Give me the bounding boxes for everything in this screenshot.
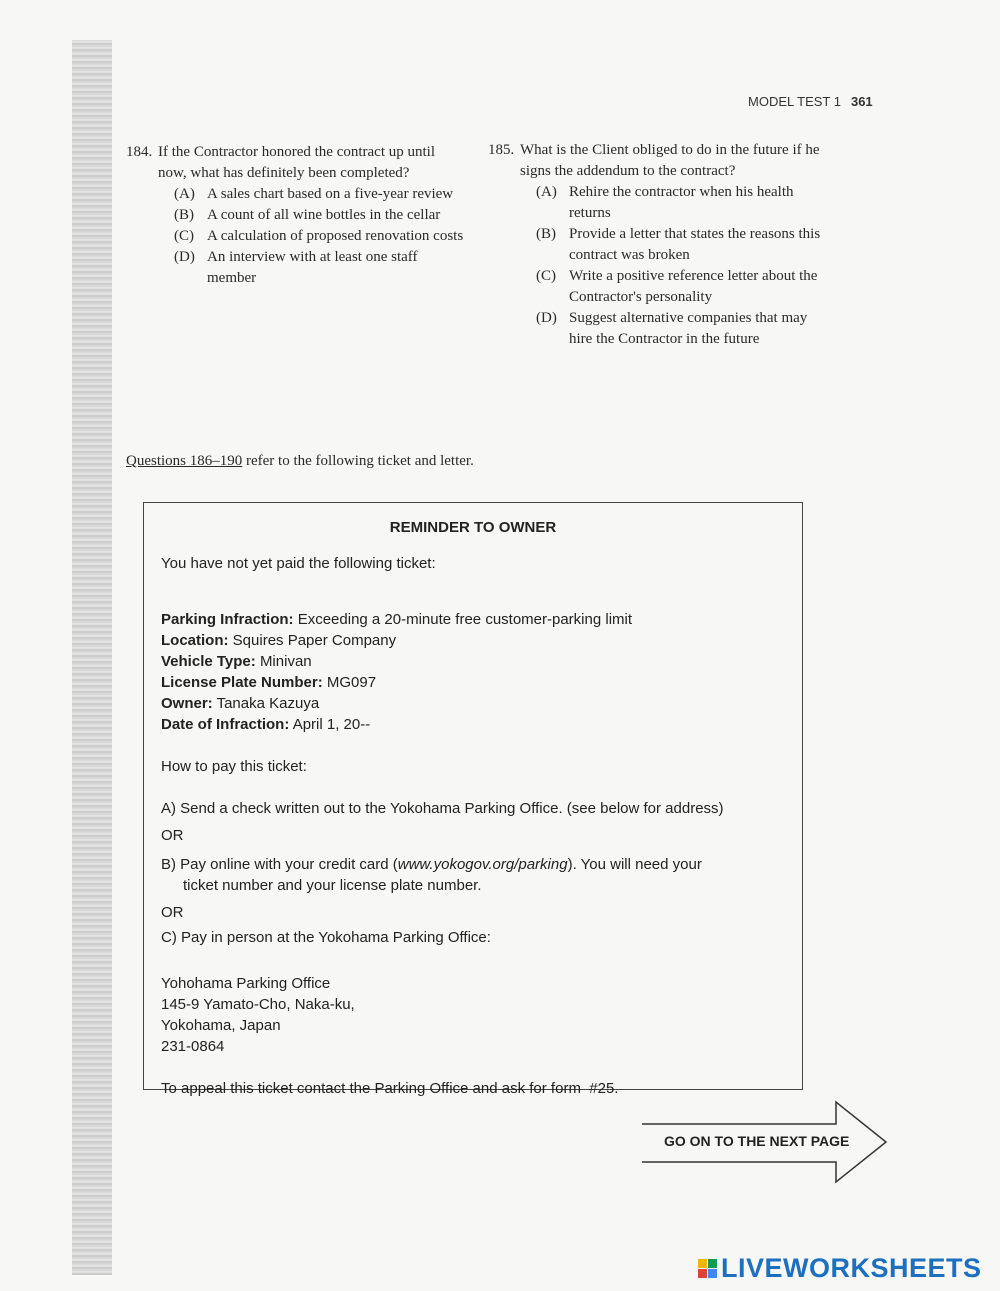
passage-intro	[126, 453, 474, 470]
question-number: 185.	[488, 142, 515, 158]
parking-ticket	[143, 502, 803, 1097]
option-text: Provide a letter that states the reasons this contract was broken	[569, 226, 821, 263]
option-c[interactable]	[536, 266, 828, 308]
intro-text: refer to the following ticket and letter.	[242, 453, 474, 469]
payment-url-link[interactable]: www.yokogov.org/parking	[397, 856, 568, 873]
question-stem: If the Contractor honored the contract up until now, what has definitely been completed?	[158, 144, 435, 181]
option-a[interactable]	[174, 184, 466, 205]
option-a[interactable]	[536, 182, 828, 224]
address-line: Yokohama, Japan	[161, 1017, 281, 1034]
option-text: Suggest alternative companies that may hire the Contractor in the future	[569, 310, 808, 347]
liveworksheets-logo	[698, 1253, 982, 1284]
option-text: Rehire the contractor when his health returns	[569, 184, 794, 221]
option-label: (B)	[174, 207, 194, 223]
ticket-notice: You have not yet paid the following ticket:	[161, 555, 436, 572]
appeal-note: To appeal this ticket contact the Parking Office and ask for form #25.	[161, 1080, 619, 1097]
field-vehicle-type: Vehicle Type: Minivan	[161, 653, 312, 670]
field-owner: Owner: Tanaka Kazuya	[161, 695, 320, 712]
page-header	[748, 94, 873, 109]
question-number: 184.	[126, 144, 153, 160]
option-label: (D)	[174, 249, 195, 265]
or-separator: OR	[161, 827, 184, 844]
page-binding-edge	[72, 40, 112, 1275]
option-label: (D)	[536, 310, 557, 326]
field-location: Location: Squires Paper Company	[161, 632, 397, 649]
option-d[interactable]	[174, 247, 466, 289]
question-184	[126, 142, 466, 289]
how-to-pay: How to pay this ticket:	[161, 758, 307, 775]
question-stem: What is the Client obliged to do in the future if he signs the addendum to the contract?	[520, 142, 820, 179]
question-185	[488, 140, 828, 350]
or-separator: OR	[161, 904, 184, 921]
field-date: Date of Infraction: April 1, 20--	[161, 716, 371, 733]
next-page-label: GO ON TO THE NEXT PAGE	[664, 1133, 850, 1149]
option-label: (B)	[536, 226, 556, 242]
option-text: A count of all wine bottles in the cellar	[207, 207, 441, 223]
field-infraction: Parking Infraction: Exceeding a 20-minute free customer-parking limit	[161, 611, 633, 628]
pay-option-a: A) Send a check written out to the Yokohama Parking Office. (see below for address)	[161, 800, 724, 817]
question-range: Questions 186–190	[126, 453, 243, 469]
field-license-plate: License Plate Number: MG097	[161, 674, 377, 691]
page-number: 361	[850, 94, 873, 109]
pay-option-b-continued: ticket number and your license plate number.	[183, 877, 482, 894]
option-d[interactable]	[536, 308, 828, 350]
option-text: An interview with at least one staff member	[207, 249, 418, 286]
option-text: A sales chart based on a five-year review	[207, 186, 454, 202]
option-label: (A)	[536, 184, 557, 200]
pay-option-c: C) Pay in person at the Yokohama Parking Office:	[161, 929, 491, 946]
option-text: Write a positive reference letter about the Contractor's personality	[569, 268, 818, 305]
logo-grid-icon	[698, 1259, 717, 1278]
address-line: 145-9 Yamato-Cho, Naka-ku,	[161, 996, 355, 1013]
option-b[interactable]	[174, 205, 466, 226]
address-line: 231-0864	[161, 1038, 225, 1055]
option-c[interactable]	[174, 226, 466, 247]
ticket-title: REMINDER TO OWNER	[389, 519, 557, 536]
address-line: Yohohama Parking Office	[161, 975, 331, 992]
option-label: (C)	[174, 228, 194, 244]
pay-option-b: B) Pay online with your credit card (www.yokogov.org/parking). You will need your	[161, 856, 702, 873]
option-b[interactable]	[536, 224, 828, 266]
option-label: (C)	[536, 268, 556, 284]
option-label: (A)	[174, 186, 195, 202]
option-text: A calculation of proposed renovation costs	[207, 228, 464, 244]
brand-name: LIVEWORKSHEETS	[721, 1253, 982, 1283]
header-title: MODEL TEST 1	[748, 94, 841, 109]
